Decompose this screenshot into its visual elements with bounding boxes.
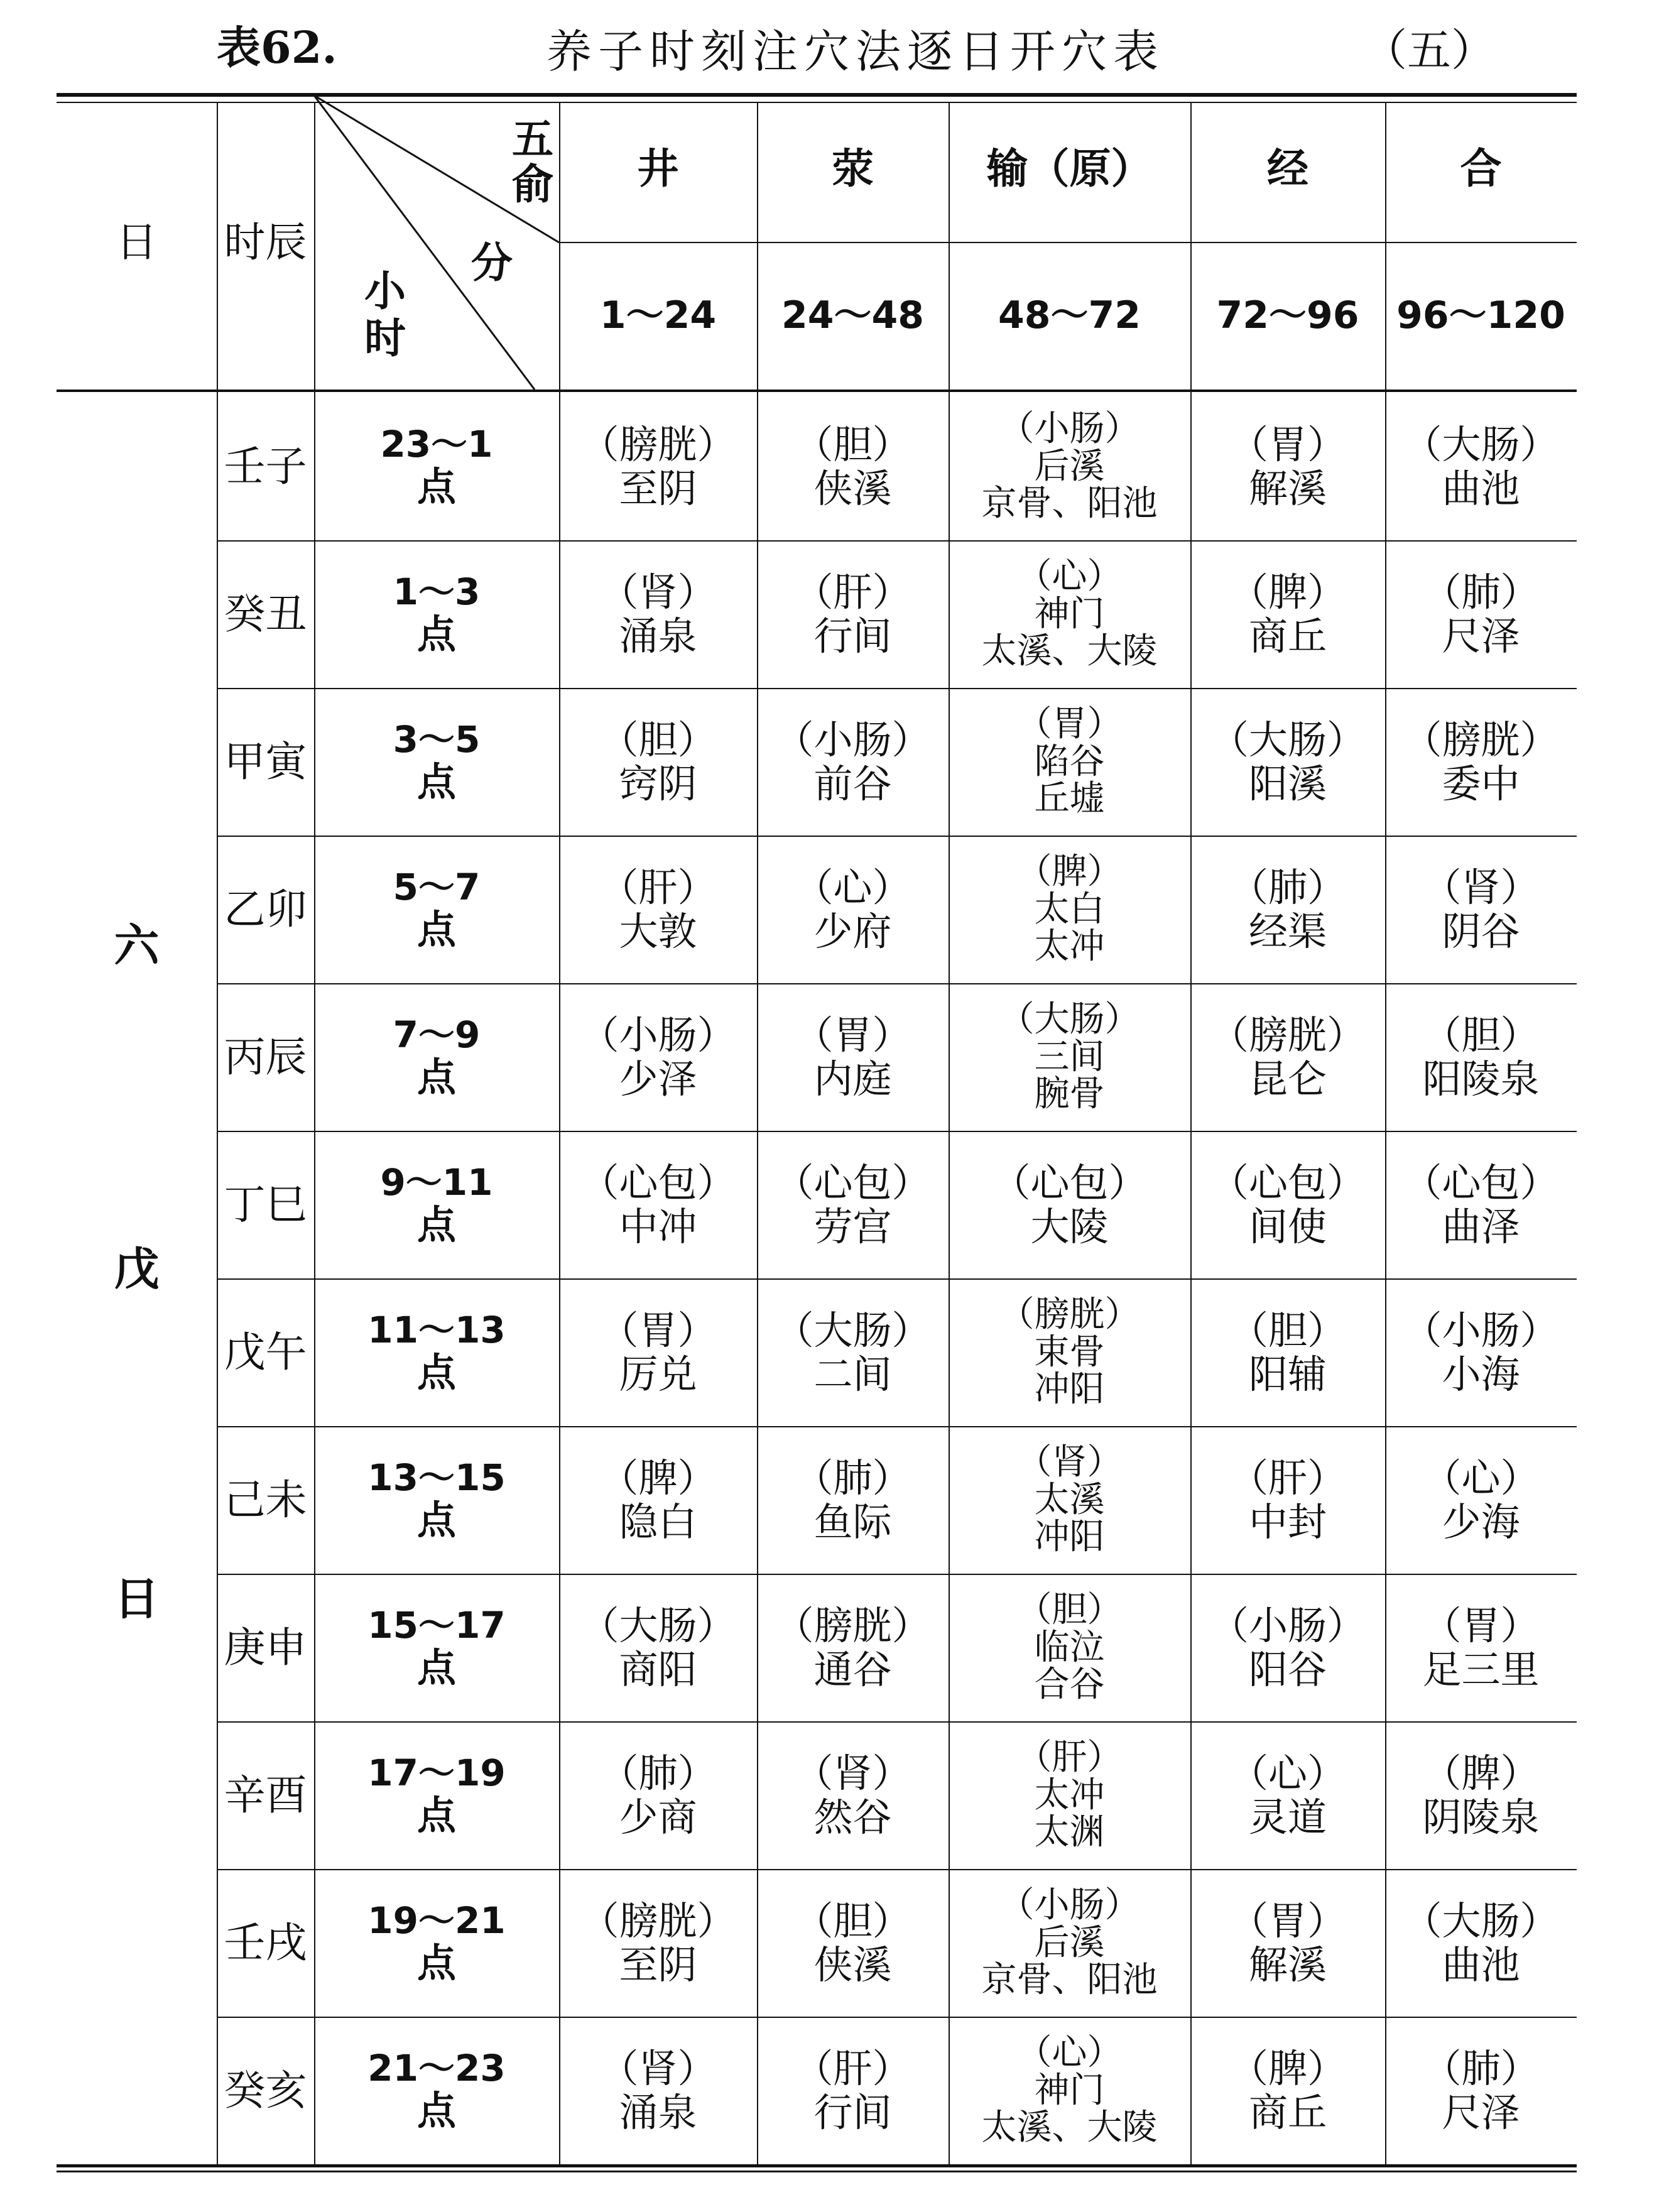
acupoint-name: 鱼际 [813, 1498, 892, 1545]
meridian-label: （膀胱） [999, 1294, 1140, 1336]
meridian-label: （肾） [599, 2046, 717, 2092]
shichen-cell [217, 1131, 314, 1278]
time-unit: 点 [416, 1349, 456, 1396]
meridian-label: （大肠） [1209, 717, 1366, 763]
meridian-label: （肾） [1016, 1442, 1123, 1483]
acupoint-cell [559, 2017, 757, 2164]
table-part: （五） [1363, 25, 1495, 76]
meridian-label: （大肠） [1403, 1898, 1559, 1944]
acupoint-cell [1385, 1426, 1577, 1574]
time-unit: 点 [416, 2088, 456, 2134]
meridian-label: （胆） [794, 422, 911, 468]
corner-fen-label: 分 [471, 238, 513, 287]
acupoint-name: 阳谷 [1248, 1646, 1327, 1692]
time-unit: 点 [416, 1792, 456, 1839]
acupoint-name: 合谷 [1034, 1664, 1105, 1706]
shichen-text: 癸丑 [224, 589, 307, 638]
day-group-char [57, 1561, 217, 1637]
acupoint-cell [1190, 688, 1385, 836]
acupoint-cell [949, 1869, 1190, 2017]
time-cell [314, 1131, 559, 1278]
shichen-text: 壬子 [224, 442, 307, 491]
acupoint-cell [949, 1574, 1190, 1721]
shu-column-range [559, 242, 757, 390]
acupoint-name: 灵道 [1248, 1794, 1327, 1840]
acupoint-cell [949, 1721, 1190, 1869]
day-group-char-text: 戊 [114, 1241, 160, 1295]
meridian-label: （心） [794, 864, 911, 911]
time-cell [314, 2017, 559, 2164]
acupoint-name: 商丘 [1248, 613, 1327, 659]
acupoint-cell [949, 688, 1190, 836]
acupoint-cell [559, 983, 757, 1131]
acupoint-cell [757, 1426, 949, 1574]
day-group-char [57, 908, 217, 983]
shichen-text: 癸亥 [224, 2066, 307, 2115]
acupoint-name: 陷谷 [1034, 741, 1105, 782]
acupoint-cell [757, 1721, 949, 1869]
acupoint-cell [757, 540, 949, 688]
day-header-label: 日 [116, 218, 158, 267]
time-range: 17～19 [367, 1752, 506, 1795]
time-cell [314, 836, 559, 983]
meridian-label: （肾） [599, 569, 717, 616]
corner-xiao-label: 小 [364, 266, 406, 315]
meridian-label: （脾） [1229, 569, 1346, 616]
acupoint-cell [757, 1574, 949, 1721]
meridian-label: （胃） [1422, 1603, 1540, 1649]
acupoint-cell [1190, 393, 1385, 540]
acupoint-cell [559, 1131, 757, 1278]
acupoint-name: 通谷 [813, 1646, 892, 1692]
shu-range-label: 48～72 [998, 293, 1141, 337]
acupoint-cell [1385, 1131, 1577, 1278]
time-range: 15～17 [367, 1604, 506, 1647]
acupoint-name: 侠溪 [813, 1941, 892, 1988]
meridian-label: （肝） [794, 569, 911, 616]
meridian-label: （肺） [1229, 864, 1346, 911]
shichen-text: 辛酉 [224, 1770, 307, 1819]
time-cell [314, 1869, 559, 2017]
shichen-cell [217, 540, 314, 688]
acupoint-name: 曲池 [1442, 465, 1520, 511]
meridian-label: （肝） [1016, 1737, 1123, 1779]
acupoint-name: 太溪、大陵 [981, 2107, 1158, 2149]
meridian-label: （心包） [991, 1160, 1148, 1206]
acupoint-cell [949, 1426, 1190, 1574]
time-cell [314, 393, 559, 540]
acupoint-name: 临泣 [1034, 1626, 1105, 1668]
acupoint-name: 阴谷 [1442, 908, 1520, 954]
shu-range-label: 96～120 [1396, 293, 1565, 337]
shu-column-header [757, 95, 949, 242]
acupoint-cell [1385, 1721, 1577, 1869]
shichen-cell [217, 836, 314, 983]
acupoint-cell [1385, 1869, 1577, 2017]
time-unit: 点 [416, 907, 456, 953]
meridian-label: （脾） [1229, 2046, 1346, 2092]
acupoint-name: 大陵 [1030, 1203, 1109, 1250]
meridian-label: （肺） [1422, 2046, 1540, 2092]
meridian-label: （膀胱） [1209, 1012, 1366, 1059]
acupoint-cell [1190, 1574, 1385, 1721]
meridian-label: （大肠） [580, 1603, 736, 1649]
shichen-cell [217, 1574, 314, 1721]
shu-range-label: 72～96 [1216, 293, 1359, 337]
acupoint-cell [559, 1426, 757, 1574]
meridian-label: （胃） [1016, 704, 1123, 745]
time-unit: 点 [416, 464, 456, 510]
acupoint-cell [949, 2017, 1190, 2164]
meridian-label: （肝） [599, 864, 717, 911]
acupoint-name: 中封 [1248, 1498, 1327, 1545]
time-range: 5～7 [393, 866, 481, 909]
meridian-label: （大肠） [775, 1307, 931, 1354]
acupoint-cell [757, 2017, 949, 2164]
header-bottom-rule [57, 390, 1577, 392]
time-cell [314, 1278, 559, 1426]
time-range: 21～23 [367, 2047, 506, 2090]
shu-column-header [1385, 95, 1577, 242]
meridian-label: （心） [1229, 1750, 1346, 1797]
acupoint-cell [1385, 688, 1577, 836]
acupoint-name: 少商 [619, 1794, 697, 1840]
acupoint-cell [949, 1278, 1190, 1426]
day-group-char-text: 六 [114, 918, 160, 972]
acupoint-cell [949, 983, 1190, 1131]
meridian-label: （小肠） [999, 1885, 1140, 1926]
time-cell [314, 1721, 559, 1869]
acupoint-cell [1190, 540, 1385, 688]
shichen-cell [217, 393, 314, 540]
time-unit: 点 [416, 1497, 456, 1544]
shu-column-range [1190, 242, 1385, 390]
meridian-label: （心） [1016, 556, 1123, 597]
acupoint-name: 商阳 [619, 1646, 697, 1692]
meridian-label: （胆） [1016, 1589, 1123, 1631]
acupoint-name: 隐白 [619, 1498, 697, 1545]
bottom-rule [57, 2164, 1577, 2167]
acupoint-name: 解溪 [1248, 1941, 1327, 1988]
meridian-label: （膀胱） [775, 1603, 931, 1649]
acupoint-name: 尺泽 [1442, 613, 1520, 659]
acupoint-cell [559, 836, 757, 983]
meridian-label: （心包） [775, 1160, 931, 1206]
acupoint-name: 三间 [1034, 1036, 1105, 1077]
acupoint-cell [559, 1574, 757, 1721]
acupoint-name: 行间 [813, 2089, 892, 2135]
acupoint-cell [1385, 1574, 1577, 1721]
corner-shi-label: 时 [364, 313, 406, 362]
shichen-cell [217, 1278, 314, 1426]
corner-five-label: 五 [512, 114, 553, 163]
meridian-label: （心） [1422, 1455, 1540, 1501]
acupoint-cell [757, 393, 949, 540]
acupoint-cell [559, 393, 757, 540]
acupoint-name: 丘墟 [1034, 778, 1105, 820]
acupoint-name: 少海 [1442, 1498, 1520, 1545]
acupoint-name: 劳宫 [813, 1203, 892, 1250]
acupoint-name: 昆仑 [1248, 1055, 1327, 1102]
meridian-label: （肝） [1229, 1455, 1346, 1501]
meridian-label: （小肠） [580, 1012, 736, 1059]
meridian-label: （小肠） [775, 717, 931, 763]
acupoint-cell [1190, 836, 1385, 983]
acupoint-name: 后溪 [1034, 1922, 1105, 1963]
time-unit: 点 [416, 1645, 456, 1691]
acupoint-name: 商丘 [1248, 2089, 1327, 2135]
acupoint-cell [1190, 1721, 1385, 1869]
acupoint-name: 间使 [1248, 1203, 1327, 1250]
table-number: 表62. [217, 21, 337, 74]
meridian-label: （脾） [1016, 851, 1123, 893]
acupoint-name: 侠溪 [813, 465, 892, 511]
shichen-header-label: 时辰 [224, 218, 307, 267]
meridian-label: （胃） [1229, 422, 1346, 468]
meridian-label: （膀胱） [580, 422, 736, 468]
acupoint-cell [949, 393, 1190, 540]
shichen-cell [217, 983, 314, 1131]
shu-range-label: 24～48 [781, 293, 924, 337]
acupoint-cell [1385, 983, 1577, 1131]
acupoint-name: 解溪 [1248, 465, 1327, 511]
acupoint-cell [1190, 1869, 1385, 2017]
acupoint-name: 窍阴 [619, 760, 697, 807]
meridian-label: （小肠） [999, 408, 1140, 450]
acupoint-name: 前谷 [813, 760, 892, 807]
acupoint-name: 京骨、阳池 [981, 483, 1158, 525]
meridian-label: （胆） [599, 717, 717, 763]
time-range: 9～11 [380, 1161, 493, 1204]
table-title: 养子时刻注穴法逐日开穴表 [547, 25, 1165, 78]
shichen-text: 庚申 [224, 1623, 307, 1672]
shichen-cell [217, 688, 314, 836]
meridian-label: （肺） [794, 1455, 911, 1501]
acupoint-name: 涌泉 [619, 613, 697, 659]
shu-column-header [559, 95, 757, 242]
acupoint-name: 阳陵泉 [1422, 1055, 1540, 1102]
acupoint-name: 经渠 [1248, 908, 1327, 954]
acupoint-cell [559, 1869, 757, 2017]
acupoint-name: 束骨 [1034, 1331, 1105, 1373]
acupoint-cell [1385, 2017, 1577, 2164]
acupoint-cell [757, 1869, 949, 2017]
acupoint-cell [757, 983, 949, 1131]
meridian-label: （膀胱） [1403, 717, 1559, 763]
acupoint-name: 太溪 [1034, 1479, 1105, 1520]
acupoint-name: 冲阳 [1034, 1369, 1105, 1410]
acupoint-cell [1190, 1131, 1385, 1278]
acupoint-name: 腕骨 [1034, 1074, 1105, 1115]
acupoint-name: 尺泽 [1442, 2089, 1520, 2135]
day-header [57, 95, 217, 390]
meridian-label: （肺） [1422, 569, 1540, 616]
meridian-label: （肾） [794, 1750, 911, 1797]
acupoint-name: 太冲 [1034, 926, 1105, 967]
acupoint-name: 后溪 [1034, 445, 1105, 487]
time-cell [314, 540, 559, 688]
time-range: 19～21 [367, 1899, 506, 1942]
acupoint-name: 太白 [1034, 888, 1105, 930]
acupoint-name: 然谷 [813, 1794, 892, 1840]
acupoint-name: 神门 [1034, 2069, 1105, 2111]
shu-column-name: 合 [1460, 143, 1502, 193]
acupoint-name: 少泽 [619, 1055, 697, 1102]
meridian-label: （心） [1016, 2032, 1123, 2074]
acupoint-name: 太渊 [1034, 1812, 1105, 1853]
shichen-cell [217, 2017, 314, 2164]
meridian-label: （小肠） [1403, 1307, 1559, 1354]
acupoint-cell [1190, 983, 1385, 1131]
time-cell [314, 1426, 559, 1574]
acupoint-name: 神门 [1034, 593, 1105, 635]
shichen-cell [217, 1426, 314, 1574]
shu-column-range [1385, 242, 1577, 390]
acupoint-name: 二间 [813, 1351, 892, 1397]
time-range: 13～15 [367, 1456, 506, 1500]
acupoint-name: 曲池 [1442, 1941, 1520, 1988]
time-unit: 点 [416, 759, 456, 805]
acupoint-name: 曲泽 [1442, 1203, 1520, 1250]
acupoint-cell [949, 540, 1190, 688]
acupoint-name: 阳辅 [1248, 1351, 1327, 1397]
meridian-label: （胃） [794, 1012, 911, 1059]
time-unit: 点 [416, 1202, 456, 1248]
shichen-text: 壬戌 [224, 1918, 307, 1967]
acupoint-name: 至阴 [619, 465, 697, 511]
corner-shu-label: 俞 [512, 160, 553, 209]
time-range: 3～5 [393, 718, 481, 761]
time-range: 1～3 [393, 570, 481, 614]
shichen-cell [217, 1721, 314, 1869]
time-unit: 点 [416, 1940, 456, 1986]
acupoint-name: 阴陵泉 [1422, 1794, 1540, 1840]
acupoint-name: 至阴 [619, 1941, 697, 1988]
acupoint-cell [1385, 540, 1577, 688]
acupoint-cell [1190, 2017, 1385, 2164]
acupoint-name: 足三里 [1422, 1646, 1540, 1692]
shichen-text: 丙辰 [224, 1032, 307, 1081]
shichen-text: 丁巳 [224, 1180, 307, 1229]
acupoint-name: 内庭 [813, 1055, 892, 1102]
meridian-label: （肝） [794, 2046, 911, 2092]
shu-column-name: 经 [1267, 143, 1308, 193]
meridian-label: （脾） [599, 1455, 717, 1501]
meridian-label: （小肠） [1209, 1603, 1366, 1649]
acupoint-cell [559, 1278, 757, 1426]
time-range: 11～13 [367, 1309, 506, 1352]
acupoint-name: 太冲 [1034, 1774, 1105, 1816]
acupoint-cell [559, 1721, 757, 1869]
acupoint-cell [949, 836, 1190, 983]
meridian-label: （心包） [580, 1160, 736, 1206]
time-cell [314, 1574, 559, 1721]
acupoint-cell [1190, 1426, 1385, 1574]
acupoint-cell [1190, 1278, 1385, 1426]
shu-range-label: 1～24 [599, 293, 717, 337]
meridian-label: （膀胱） [580, 1898, 736, 1944]
meridian-label: （脾） [1422, 1750, 1540, 1797]
meridian-label: （肺） [599, 1750, 717, 1797]
shichen-text: 甲寅 [224, 737, 307, 786]
acupoint-name: 行间 [813, 613, 892, 659]
acupoint-name: 委中 [1442, 760, 1520, 807]
shichen-header [217, 95, 314, 390]
meridian-label: （胃） [599, 1307, 717, 1354]
shu-column-range [757, 242, 949, 390]
acupoint-name: 京骨、阳池 [981, 1959, 1158, 2001]
acupoint-cell [559, 688, 757, 836]
acupoint-cell [757, 836, 949, 983]
acupoint-name: 阳溪 [1248, 760, 1327, 807]
day-group-char [57, 1231, 217, 1307]
acupoint-cell [559, 540, 757, 688]
acupoint-name: 小海 [1442, 1351, 1520, 1397]
shu-column-header [949, 95, 1190, 242]
acupoint-cell [1385, 836, 1577, 983]
bottom-rule-thin [57, 2171, 1577, 2172]
acupoint-name: 中冲 [619, 1203, 697, 1250]
acupoint-name: 冲阳 [1034, 1517, 1105, 1558]
acupoint-cell [949, 1131, 1190, 1278]
shu-column-range [949, 242, 1190, 390]
time-unit: 点 [416, 611, 456, 658]
time-range: 7～9 [393, 1013, 481, 1057]
acupoint-name: 涌泉 [619, 2089, 697, 2135]
acupoint-name: 大敦 [619, 908, 697, 954]
acupoint-cell [757, 1278, 949, 1426]
time-cell [314, 688, 559, 836]
meridian-label: （肾） [1422, 864, 1540, 911]
acupoint-cell [757, 688, 949, 836]
meridian-label: （胆） [1422, 1012, 1540, 1059]
acupoint-name: 厉兑 [619, 1351, 697, 1397]
shu-column-name: 输（原） [986, 143, 1153, 193]
acupoint-cell [1385, 1278, 1577, 1426]
meridian-label: （心包） [1403, 1160, 1559, 1206]
meridian-label: （心包） [1209, 1160, 1366, 1206]
time-unit: 点 [416, 1054, 456, 1101]
day-group-char-text: 日 [114, 1571, 160, 1625]
time-cell [314, 983, 559, 1131]
shu-column-header [1190, 95, 1385, 242]
shichen-text: 己未 [224, 1475, 307, 1524]
acupoint-cell [1385, 393, 1577, 540]
shichen-cell [217, 1869, 314, 2017]
meridian-label: （胆） [1229, 1307, 1346, 1354]
meridian-label: （胃） [1229, 1898, 1346, 1944]
meridian-label: （大肠） [999, 999, 1140, 1040]
acupoint-name: 太溪、大陵 [981, 631, 1158, 672]
shu-column-name: 井 [637, 143, 679, 193]
shichen-text: 乙卯 [224, 885, 307, 934]
shu-column-name: 荥 [832, 143, 874, 193]
acupoint-name: 少府 [813, 908, 892, 954]
time-range: 23～1 [380, 423, 493, 466]
meridian-label: （胆） [794, 1898, 911, 1944]
acupoint-cell [757, 1131, 949, 1278]
shichen-text: 戊午 [224, 1327, 307, 1376]
meridian-label: （大肠） [1403, 422, 1559, 468]
